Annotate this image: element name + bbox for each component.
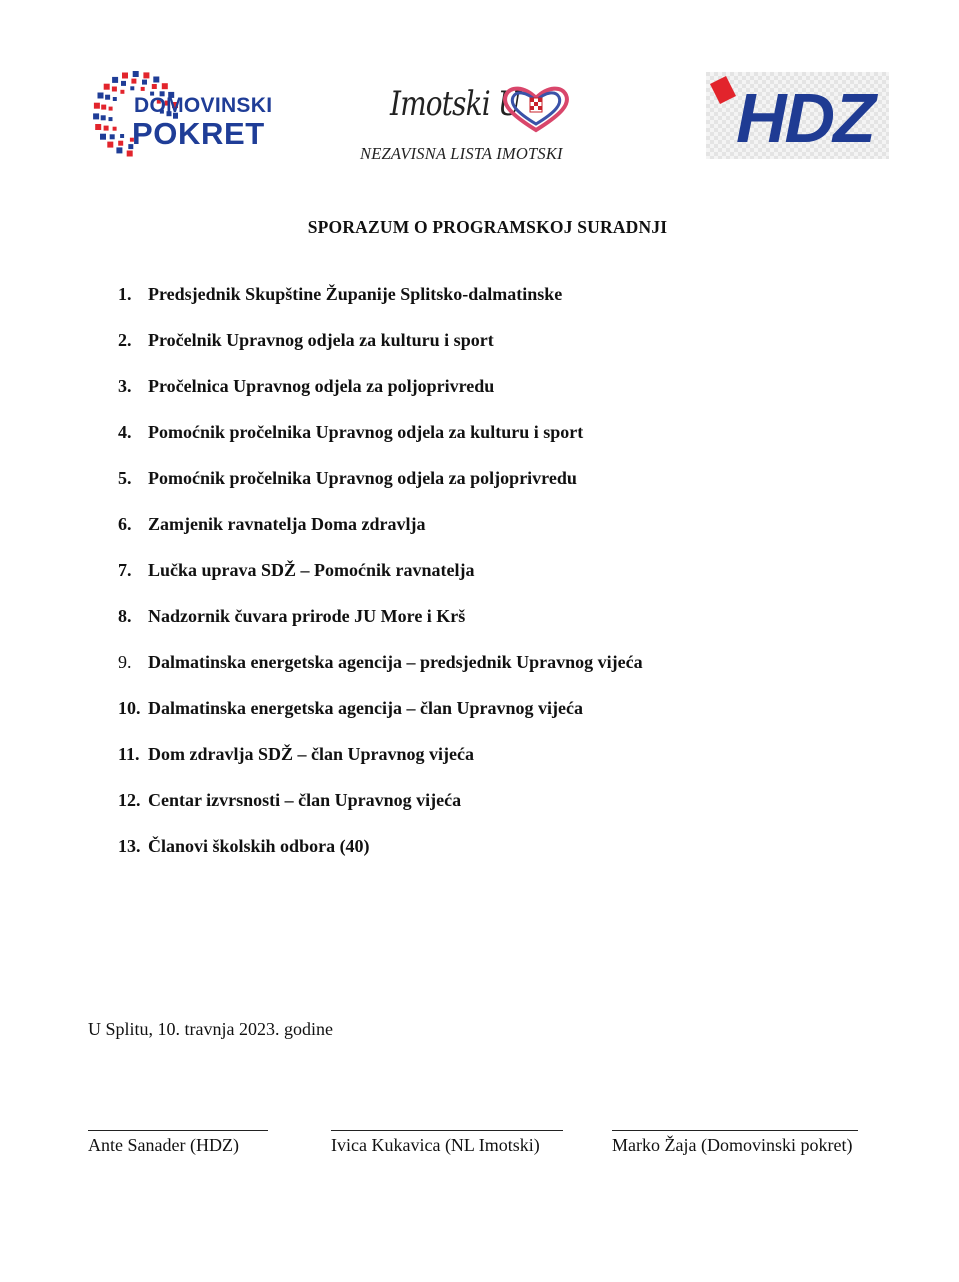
signatory-name: Marko Žaja (Domovinski pokret): [612, 1135, 853, 1155]
imotski-wordmark: Imotski U: [390, 84, 521, 124]
imotski-subtitle: NEZAVISNA LISTA IMOTSKI: [360, 144, 563, 163]
checker-square: [152, 84, 157, 89]
checker-square: [142, 80, 147, 85]
list-item: [118, 560, 643, 606]
list-item-text: Pomoćnik pročelnika Upravnog odjela za kulturu i sport: [148, 422, 584, 442]
list-item-number: 8.: [118, 606, 132, 626]
checker-square: [153, 77, 159, 83]
signature-line: [331, 1110, 563, 1131]
checker-square: [104, 84, 110, 90]
checker-square: [94, 103, 100, 109]
checker-square: [98, 93, 104, 99]
list-item-number: 9.: [118, 652, 132, 672]
checker-square: [143, 72, 149, 78]
list-item: [118, 698, 643, 744]
dp-logo-word-2: POKRET: [132, 116, 265, 151]
list-item: [118, 652, 643, 698]
list-item-text: Predsjednik Skupštine Županije Splitsko-dalmatinske: [148, 284, 563, 304]
list-item-text: Dom zdravlja SDŽ – član Upravnog vijeća: [148, 744, 474, 764]
signature-block-1: [88, 1110, 268, 1156]
signatory-name: Ante Sanader (HDZ): [88, 1135, 239, 1155]
checker-square: [93, 113, 99, 119]
signatory-name: Ivica Kukavica (NL Imotski): [331, 1135, 540, 1155]
heart-icon: [500, 84, 572, 134]
imotski-logo: [360, 82, 620, 168]
checker-square: [116, 147, 122, 153]
list-item: [118, 744, 643, 790]
list-item: [118, 330, 643, 376]
checker-square: [130, 86, 134, 90]
list-item: [118, 422, 643, 468]
checker-square: [131, 79, 136, 84]
list-item-number: 12.: [118, 790, 141, 810]
document-title: SPORAZUM O PROGRAMSKOJ SURADNJI: [307, 217, 668, 237]
position-list: [118, 284, 643, 882]
list-item: [118, 376, 643, 422]
list-item-text: Pročelnica Upravnog odjela za poljoprivredu: [148, 376, 495, 396]
list-item-number: 6.: [118, 514, 132, 534]
checker-square: [118, 141, 123, 146]
list-item: [118, 606, 643, 652]
checker-square: [104, 126, 109, 131]
list-item: [118, 836, 643, 882]
list-item-number: 13.: [118, 836, 141, 856]
dp-logo-word-1: DOMOVINSKI: [134, 94, 273, 117]
signature-block-2: [331, 1110, 563, 1156]
checker-square: [109, 117, 113, 121]
checker-square: [107, 142, 113, 148]
list-item-text: Dalmatinska energetska agencija – predsjednik Upravnog vijeća: [148, 652, 643, 672]
signature-line: [88, 1110, 268, 1131]
checker-square: [100, 134, 106, 140]
domovinski-pokret-logo: [88, 66, 288, 166]
list-item: [118, 514, 643, 560]
list-item: [118, 284, 643, 330]
list-item-text: Dalmatinska energetska agencija – član Upravnog vijeća: [148, 698, 583, 718]
list-item-number: 3.: [118, 376, 132, 396]
checker-square: [122, 73, 128, 79]
checker-square: [162, 83, 168, 89]
hdz-wordmark: HDZ: [736, 79, 874, 157]
signature-line: [612, 1110, 858, 1131]
checker-square: [112, 77, 118, 83]
checker-square: [113, 97, 117, 101]
list-item-text: Članovi školskih odbora (40): [148, 836, 370, 856]
checker-square: [121, 81, 126, 86]
list-item-number: 1.: [118, 284, 132, 304]
list-item-number: 4.: [118, 422, 132, 442]
checker-square: [109, 107, 113, 111]
hdz-logo: [706, 72, 889, 159]
place-and-date: U Splitu, 10. travnja 2023. godine: [88, 1019, 333, 1039]
checker-square: [101, 115, 106, 120]
checker-square: [112, 87, 117, 92]
list-item: [118, 468, 643, 514]
list-item-text: Centar izvrsnosti – član Upravnog vijeća: [148, 790, 462, 810]
list-item-text: Nadzornik čuvara prirode JU More i Krš: [148, 606, 466, 626]
checker-square: [110, 134, 115, 139]
signature-block-3: [612, 1110, 858, 1156]
list-item-number: 7.: [118, 560, 132, 580]
list-item: [118, 790, 643, 836]
checker-square: [101, 105, 106, 110]
list-item-number: 10.: [118, 698, 141, 718]
checker-square: [105, 95, 110, 100]
checker-square: [95, 124, 101, 130]
list-item-text: Pomoćnik pročelnika Upravnog odjela za poljoprivredu: [148, 468, 577, 488]
checker-square: [133, 71, 139, 77]
list-item-number: 5.: [118, 468, 132, 488]
list-item-number: 11.: [118, 744, 140, 764]
list-item-number: 2.: [118, 330, 132, 350]
list-item-text: Pročelnik Upravnog odjela za kulturu i sport: [148, 330, 494, 350]
checker-square: [120, 134, 124, 138]
checker-square: [120, 90, 124, 94]
checker-square: [141, 87, 145, 91]
checker-square: [113, 127, 117, 131]
list-item-text: Zamjenik ravnatelja Doma zdravlja: [148, 514, 426, 534]
list-item-text: Lučka uprava SDŽ – Pomoćnik ravnatelja: [148, 560, 475, 580]
